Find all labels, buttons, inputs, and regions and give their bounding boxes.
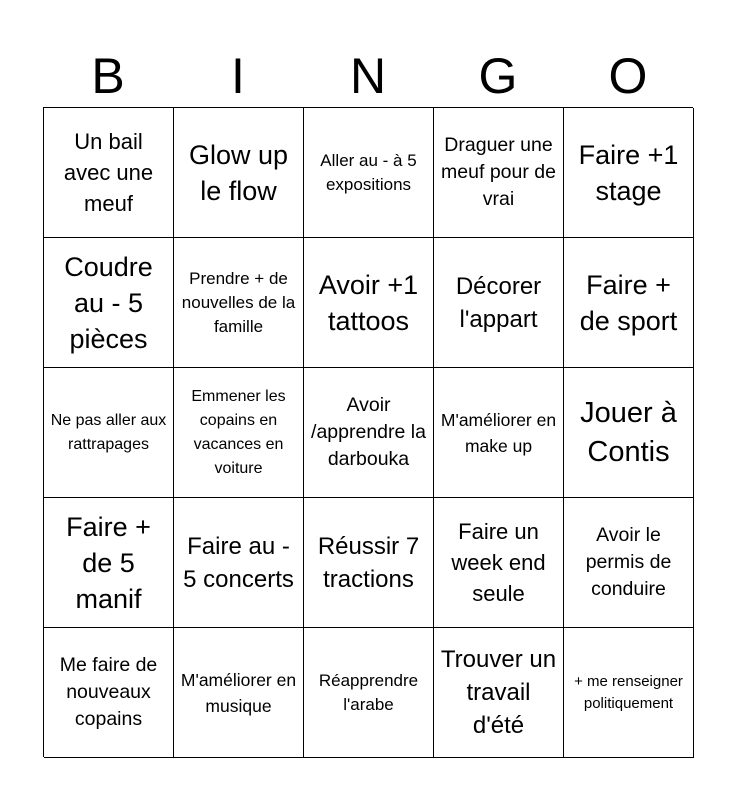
bingo-cell[interactable] [564,368,694,498]
cell-text: Jouer à Contis [580,396,677,468]
bingo-cell[interactable] [434,108,564,238]
bingo-cell[interactable] [564,498,694,628]
bingo-header [43,48,693,104]
bingo-cell[interactable] [44,628,174,758]
bingo-cell[interactable] [434,498,564,628]
header-letter-n: N [349,48,387,104]
bingo-grid [43,107,693,757]
cell-text: Prendre + de nouvelles de la famille [181,268,296,336]
bingo-cell[interactable] [44,238,174,368]
cell-text: Faire + de sport [579,269,678,336]
cell-text: Emmener les copains en vacances en voiture [191,387,286,477]
bingo-cell[interactable] [434,628,564,758]
bingo-cell[interactable] [44,498,174,628]
cell-text: M'améliorer en make up [440,409,557,456]
bingo-cell[interactable] [174,498,304,628]
bingo-cell[interactable] [304,238,434,368]
bingo-cell[interactable] [174,238,304,368]
header-letter-i: I [231,48,245,104]
bingo-cell[interactable] [564,628,694,758]
bingo-cell[interactable] [434,368,564,498]
cell-text: Ne pas aller aux rattrapages [50,411,167,453]
cell-text: Me faire de nouveaux copains [59,654,158,730]
cell-text: Faire un week end seule [451,519,546,606]
cell-text: M'améliorer en musique [180,669,297,716]
header-letter-o: O [608,48,648,104]
cell-text: + me renseigner politiquement [574,672,683,712]
cell-text: Avoir /apprendre la darbouka [311,394,426,470]
cell-text: Faire +1 stage [578,139,679,206]
cell-text: Glow up le flow [188,139,289,206]
bingo-cell[interactable] [434,238,564,368]
bingo-cell[interactable] [564,108,694,238]
cell-text: Avoir +1 tattoos [318,269,419,336]
cell-text: Trouver un travail d'été [440,646,557,739]
cell-text: Réapprendre l'arabe [318,670,419,714]
bingo-cell[interactable] [174,108,304,238]
bingo-cell[interactable] [44,108,174,238]
header-letter-g: G [478,48,518,104]
bingo-cell[interactable] [304,628,434,758]
cell-text: Faire au - 5 concerts [183,532,294,593]
bingo-cell[interactable] [174,368,304,498]
cell-text: Draguer une meuf pour de vrai [441,134,556,210]
bingo-cell[interactable] [44,368,174,498]
cell-text: Coudre au - 5 pièces [64,251,153,354]
bingo-cell[interactable] [174,628,304,758]
header-letter-b: B [91,48,125,104]
cell-text: Avoir le permis de conduire [585,524,672,600]
bingo-cell[interactable] [564,238,694,368]
cell-text: Décorer l'appart [455,272,542,333]
cell-text: Réussir 7 tractions [317,532,420,593]
cell-text: Aller au - à 5 expositions [320,150,417,194]
bingo-cell[interactable] [304,108,434,238]
cell-text: Un bail avec une meuf [63,129,154,216]
bingo-cell[interactable] [304,368,434,498]
cell-text: Faire + de 5 manif [66,511,151,614]
bingo-cell[interactable] [304,498,434,628]
